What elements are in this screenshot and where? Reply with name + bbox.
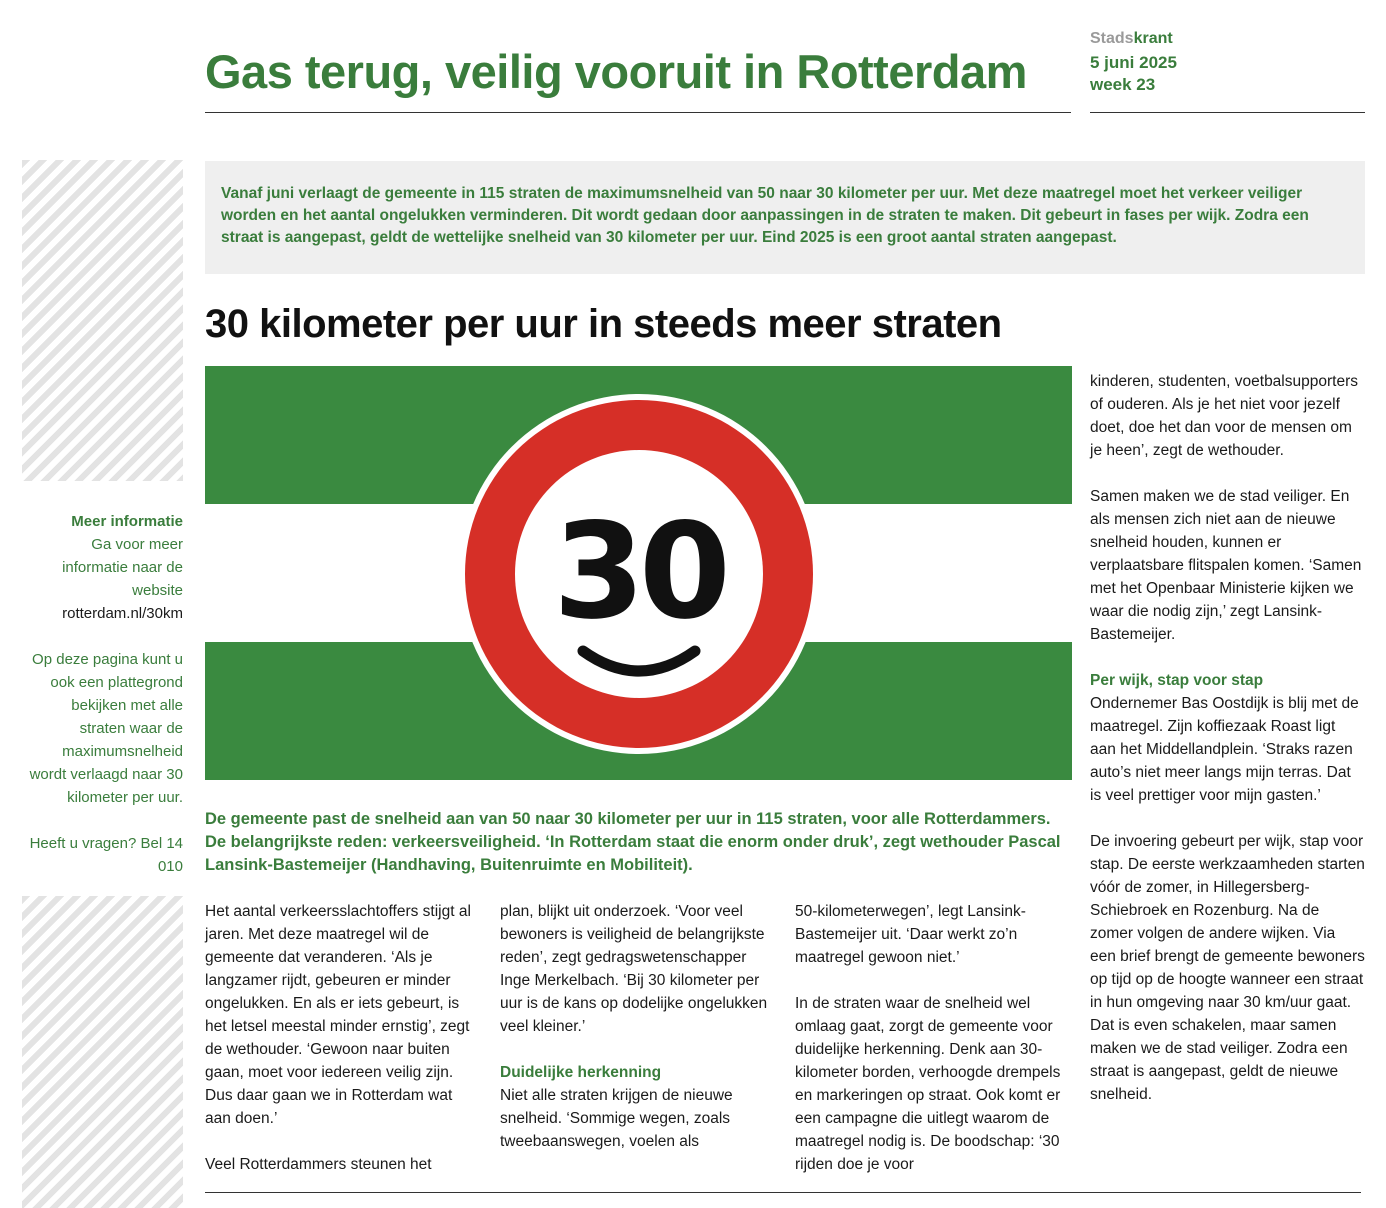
issue-date: 5 juni 2025	[1090, 53, 1177, 72]
paragraph: De invoering gebeurt per wijk, stap voor stap. De eerste werkzaamheden starten vóór de zomer, in Hillegersberg-Schiebroek en Rozenburg. Na de zomer volgen de andere wijken. Via een brief brengt de gemeente bewoners op tijd op de hoogte wanneer een straat in hun omgeving naar 30 km/uur gaat. Dat is even schakelen, maar samen maken we de stad veiliger. Zodra een straat is aangepast, geldt de nieuwe snelheid.	[1090, 833, 1365, 1103]
bottom-rule	[205, 1192, 1361, 1193]
intro-box	[205, 161, 1365, 274]
article-column-1	[205, 900, 477, 1199]
intro-text: Vanaf juni verlaagt de gemeente in 115 straten de maximumsnelheid van 50 naar 30 kilometer per uur. Met deze maatregel moet het verkeer veiliger worden en het aantal ongelukken verminderen. Dit wordt gedaan door aanpassingen in de straten te maken. Dit gebeurt in fases per wijk. Zodra een straat is aangepast, geldt de wettelijke snelheid van 30 kilometer per uur. Eind 2025 is een groot aantal straten aangepast.	[221, 185, 1309, 246]
paragraph: Veel Rotterdammers steunen het	[205, 1156, 432, 1173]
article-title: 30 kilometer per uur in steeds meer straten	[205, 302, 1002, 346]
masthead-brand	[1090, 30, 1173, 48]
article-column-3	[795, 900, 1067, 1199]
sign-number: 30	[553, 495, 725, 649]
article-column-2	[500, 900, 772, 1176]
paragraph: Niet alle straten krijgen de nieuwe snelheid. ‘Sommige wegen, zoals tweebaanswegen, voelen als	[500, 1087, 733, 1150]
issue-week: week 23	[1090, 75, 1156, 94]
paragraph: Samen maken we de stad veiliger. En als mensen zich niet aan de nieuwe snelheid houden, kunnen er verplaatsbare flitspalen komen. ‘Samen met het Openbaar Ministerie kijken we waar die nodig zijn,’ zegt Lansink-Bastemeijer.	[1090, 488, 1362, 643]
sidebar-title: Meer informatie	[71, 513, 183, 530]
issue-info	[1090, 52, 1177, 96]
speed-sign-image	[205, 366, 1072, 780]
brand-part-stads: Stads	[1090, 30, 1134, 47]
speed-sign-illustration	[205, 366, 1072, 780]
headline: Gas terug, veilig vooruit in Rotterdam	[205, 45, 1027, 98]
decorative-stripes-bottom	[22, 896, 183, 1208]
brand-part-krant: krant	[1133, 30, 1173, 47]
article-lead: De gemeente past de snelheid aan van 50 naar 30 kilometer per uur in 115 straten, voor alle Rotterdammers. De belangrijkste reden: verkeersveiligheid. ‘In Rotterdam staat die enorm onder druk’, zegt wethouder Pascal Lansink-Bastemeijer (Handhaving, Buitenruimte en Mobiliteit).	[205, 810, 1061, 874]
article-column-4	[1090, 370, 1365, 1129]
sidebar-text-website: Ga voor meer informatie naar de website	[62, 536, 183, 599]
masthead-rule	[1090, 112, 1365, 113]
subheading: Per wijk, stap voor stap	[1090, 672, 1264, 689]
paragraph: Het aantal verkeersslachtoffers stijgt al jaren. Met deze maatregel wil de gemeente dat veranderen. ‘Als je langzamer rijdt, gebeuren er minder ongelukken. En als er iets gebeurt, is het letsel meestal minder ernstig’, zegt de wethouder. ‘Gewoon naar buiten gaan, moet voor iedereen veilig zijn. Dus daar gaan we in Rotterdam wat aan doen.’	[205, 903, 471, 1127]
paragraph: plan, blijkt uit onderzoek. ‘Voor veel bewoners is veiligheid de belangrijkste reden’, zegt gedragswetenschapper Inge Merkelbach. ‘Bij 30 kilometer per uur is de kans op dodelijke ongelukken veel kleiner.’	[500, 903, 768, 1035]
sidebar-text-contact: Heeft u vragen? Bel 14 010	[29, 835, 183, 875]
header-rule	[205, 112, 1071, 113]
subheading: Duidelijke herkenning	[500, 1064, 662, 1081]
paragraph: Ondernemer Bas Oostdijk is blij met de maatregel. Zijn koffiezaak Roast ligt aan het Middellandplein. ‘Straks razen auto’s niet meer langs mijn terras. Dat is veel prettiger voor mijn gasten.’	[1090, 695, 1359, 804]
paragraph: 50-kilometerwegen’, legt Lansink-Bastemeijer uit. ‘Daar werkt zo’n maatregel gewoon niet.’	[795, 903, 1026, 966]
sidebar-link[interactable]: rotterdam.nl/30km	[62, 605, 183, 622]
sidebar-text-map: Op deze pagina kunt u ook een plattegrond bekijken met alle straten waar de maximumsnelheid wordt verlaagd naar 30 kilometer per uur.	[29, 651, 183, 806]
paragraph: In de straten waar de snelheid wel omlaag gaat, zorgt de gemeente voor duidelijke herkenning. Denk aan 30-kilometer borden, verhoogde drempels en markeringen op straat. Ook komt er een campagne die uitlegt waarom de maatregel nodig is. De boodschap: ‘30 rijden doe je voor	[795, 995, 1061, 1173]
paragraph: kinderen, studenten, voetbalsupporters of ouderen. Als je het niet voor jezelf doet, doe het dan voor de mensen om je heen’, zegt de wethouder.	[1090, 373, 1358, 459]
decorative-stripes-top	[22, 160, 183, 481]
info-sidebar	[22, 510, 183, 901]
